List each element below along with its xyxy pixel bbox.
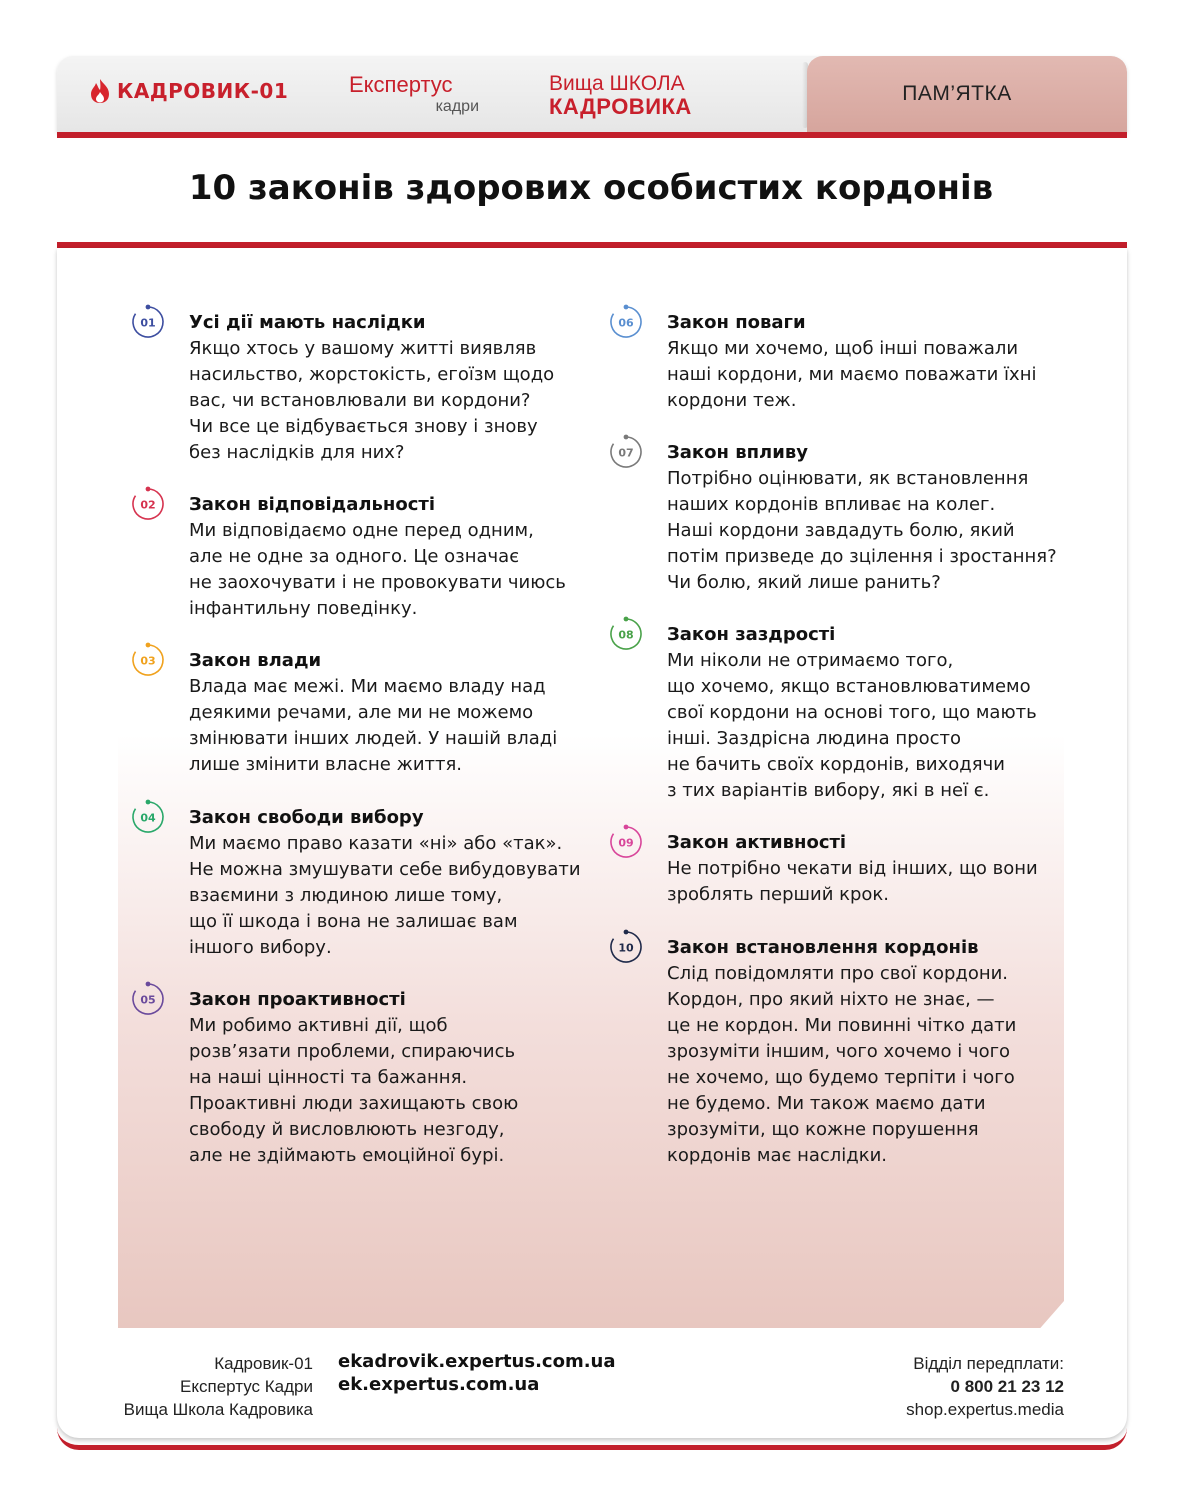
badge-number: 10 bbox=[618, 941, 634, 955]
logo-school-line1: Вища ШКОЛА bbox=[549, 72, 685, 95]
badge-number: 05 bbox=[140, 993, 156, 1007]
law-title: Закон поваги bbox=[667, 312, 806, 333]
law-item bbox=[140, 492, 589, 622]
law-text: Якщо хтось у вашому житті виявляв насильство, жорстокість, егоїзм щодо вас, чи встановлювали ви кордони? Чи все це відбувається знову і знову без наслідків для них? bbox=[189, 338, 555, 463]
panel-bottom-divider bbox=[57, 1428, 1127, 1450]
footer-subscription bbox=[906, 1352, 1064, 1421]
footer-link[interactable]: ek.expertus.com.ua bbox=[338, 1374, 540, 1395]
page-title: 10 законів здорових особистих кордонів bbox=[188, 168, 994, 208]
badge-number: 03 bbox=[140, 654, 156, 668]
law-text: Якщо ми хочемо, щоб інші поважали наші кордони, ми маємо поважати їхні кордони теж. bbox=[667, 338, 1037, 411]
footer-brand: Експертус Кадри bbox=[180, 1377, 313, 1396]
tab-pamyatka[interactable] bbox=[807, 56, 1127, 132]
logo-expertus[interactable] bbox=[349, 72, 479, 116]
badge-dot bbox=[624, 435, 629, 440]
number-badge-icon bbox=[129, 641, 167, 679]
law-text: Потрібно оцінювати, як встановлення наших кордонів впливає на колег. Наші кордони завдадуть болю, який потім призведе до зцілення і зростання? Чи болю, який лише ранить? bbox=[667, 468, 1057, 593]
law-title: Закон активності bbox=[667, 832, 847, 853]
badge-number: 08 bbox=[618, 628, 634, 642]
subscription-label: Відділ передплати: bbox=[913, 1354, 1064, 1373]
law-text: Ми робимо активні дії, щоб розв’язати проблеми, спираючись на наші цінності та бажання. Проактивні люди захищають свою свободу й висловлюють незгоду, але не здіймають емоційної бурі. bbox=[189, 1015, 519, 1166]
number-badge-icon bbox=[607, 433, 645, 471]
number-badge-icon bbox=[607, 928, 645, 966]
number-badge-icon bbox=[607, 303, 645, 341]
law-title: Закон свободи вибору bbox=[189, 807, 424, 828]
number-badge-icon bbox=[607, 615, 645, 653]
header-divider bbox=[57, 132, 1127, 138]
law-text: Ми маємо право казати «ні» або «так». Не можна змушувати себе вибудовувати взаємини з людиною лише тому, що її шкода і вона не залишає вам іншого вибору. bbox=[189, 833, 581, 958]
badge-dot bbox=[624, 305, 629, 310]
law-item bbox=[140, 310, 589, 466]
badge-number: 09 bbox=[618, 836, 634, 850]
law-text: Ми ніколи не отримаємо того, що хочемо, якщо встановлюватимемо свої кордони на основі того, що мають інші. Заздрісна людина просто не бачить своїх кордонів, виходячи з тих варіантів вибору, які в неї є. bbox=[667, 650, 1037, 801]
logo-expertus-title: Експертус bbox=[349, 72, 453, 97]
law-item bbox=[618, 935, 1067, 1169]
flame-icon bbox=[89, 78, 111, 104]
law-title: Закон заздрості bbox=[667, 624, 836, 645]
footer-brand: Кадровик-01 bbox=[214, 1354, 313, 1373]
subscription-site[interactable]: shop.expertus.media bbox=[906, 1400, 1064, 1419]
law-title: Закон проактивності bbox=[189, 989, 406, 1010]
badge-number: 02 bbox=[140, 498, 156, 512]
logo-expertus-subtitle: кадри bbox=[435, 98, 479, 115]
tab-pamyatka-label: ПАМ’ЯТКА bbox=[902, 82, 1012, 105]
badge-number: 04 bbox=[140, 811, 156, 825]
badge-number: 06 bbox=[618, 316, 634, 330]
law-title: Закон впливу bbox=[667, 442, 808, 463]
header bbox=[57, 56, 1127, 132]
number-badge-icon bbox=[129, 485, 167, 523]
badge-dot bbox=[146, 643, 151, 648]
logo-kadrovik-text: КАДРОВИК-01 bbox=[117, 79, 289, 103]
badge-dot bbox=[146, 982, 151, 987]
law-item bbox=[618, 830, 1067, 908]
law-title: Закон відповідальності bbox=[189, 494, 436, 515]
subscription-phone[interactable]: 0 800 21 23 12 bbox=[950, 1377, 1064, 1396]
law-title: Закон влади bbox=[189, 650, 322, 671]
law-text: Не потрібно чекати від інших, що вони зроблять перший крок. bbox=[667, 858, 1038, 905]
footer-link[interactable]: ekadrovik.expertus.com.ua bbox=[338, 1351, 616, 1372]
footer-brand: Вища Школа Кадровика bbox=[123, 1400, 313, 1419]
footer-brands bbox=[124, 1352, 313, 1421]
logo-school-line2: КАДРОВИКА bbox=[549, 94, 692, 119]
number-badge-icon bbox=[129, 303, 167, 341]
logo-school[interactable] bbox=[549, 72, 692, 118]
badge-dot bbox=[624, 825, 629, 830]
badge-dot bbox=[624, 930, 629, 935]
number-badge-icon bbox=[607, 823, 645, 861]
law-text: Ми відповідаємо одне перед одним, але не одне за одного. Це означає не заохочувати і не провокувати чиюсь інфантильну поведінку. bbox=[189, 520, 566, 619]
law-text: Слід повідомляти про свої кордони. Кордон, про який ніхто не знає, — це не кордон. Ми повинні чітко дати зрозуміти іншим, чого хочемо і чого не хочемо, що будемо терпіти і чого не будемо. Ми також маємо дати зрозуміти, що кожне порушення кордонів має наслідки. bbox=[667, 963, 1017, 1166]
badge-dot bbox=[146, 800, 151, 805]
law-item bbox=[618, 622, 1067, 804]
number-badge-icon bbox=[129, 980, 167, 1018]
law-title: Усі дії мають наслідки bbox=[189, 312, 426, 333]
law-item bbox=[140, 987, 589, 1169]
law-item bbox=[618, 310, 1067, 414]
logo-kadrovik[interactable] bbox=[89, 78, 288, 104]
footer-links bbox=[338, 1350, 616, 1396]
badge-number: 01 bbox=[140, 316, 156, 330]
badge-dot bbox=[624, 617, 629, 622]
law-text: Влада має межі. Ми маємо владу над деякими речами, але ми не можемо змінювати інших людей. У нашій владі лише змінити власне життя. bbox=[189, 676, 558, 775]
law-item bbox=[618, 440, 1067, 596]
badge-number: 07 bbox=[618, 446, 634, 460]
number-badge-icon bbox=[129, 798, 167, 836]
law-title: Закон встановлення кордонів bbox=[667, 937, 979, 958]
law-item bbox=[140, 805, 589, 961]
badge-dot bbox=[146, 305, 151, 310]
law-item bbox=[140, 648, 589, 778]
badge-dot bbox=[146, 487, 151, 492]
